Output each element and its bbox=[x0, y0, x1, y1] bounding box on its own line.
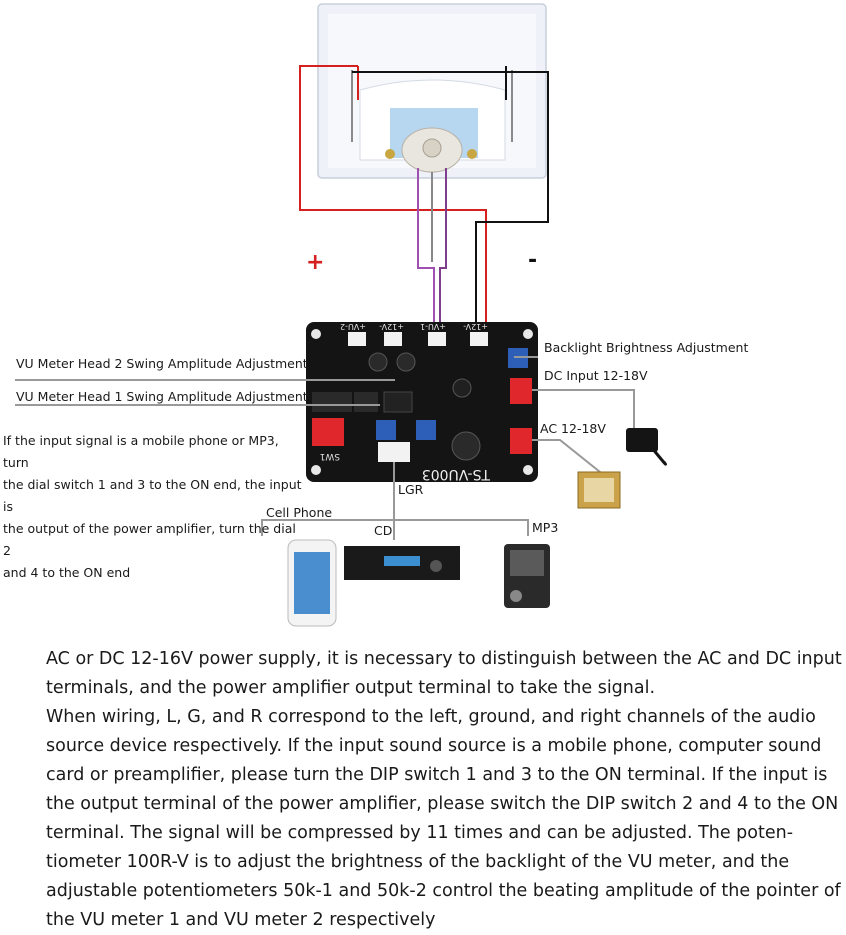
description-paragraph: When wiring, L, G, and R correspond to the left, ground, and right channels of the audio source device respectively. If the input sound source is a mobile phone, computer sound card or preamplifier, please turn the DIP switch 1 and 3 to the ON terminal. If the input is the output terminal of the power amplifier, please switch the DIP switch 2 and 4 to the ON terminal. The signal will be compressed by 11 times and can be adjusted. The poten-tiometer 100R-V is to adjust the brightness of the backlight of the VU meter, and the adjustable potentiometers 50k-1 and 50k-2 control the beating amplitude of the pointer of the VU meter 1 and VU meter 2 respectively bbox=[46, 707, 841, 930]
cd-label: CD bbox=[374, 523, 393, 538]
mp3-player bbox=[504, 544, 550, 608]
note-line: the output of the power amplifier, turn the dial 2 bbox=[3, 521, 296, 558]
dc-adapter bbox=[626, 428, 666, 464]
dc-input-label: DC Input 12-18V bbox=[544, 368, 648, 383]
ac-transformer bbox=[578, 472, 620, 508]
lgr-label: LGR bbox=[398, 482, 424, 497]
ac-input-label: AC 12-18V bbox=[540, 421, 606, 436]
cd-player bbox=[344, 546, 460, 580]
port-label: +VU-2 bbox=[339, 322, 366, 331]
vu-meter bbox=[318, 4, 546, 178]
negative-sign: - bbox=[528, 248, 538, 273]
board-switch-label: SW1 bbox=[319, 451, 340, 461]
mp3-label: MP3 bbox=[532, 520, 559, 535]
port-label: +12V- bbox=[379, 322, 404, 331]
head2-label: VU Meter Head 2 Swing Amplitude Adjustment bbox=[16, 356, 308, 371]
backlight-label: Backlight Brightness Adjustment bbox=[544, 340, 749, 355]
port-label: +VU-1 bbox=[419, 322, 446, 331]
description bbox=[46, 645, 846, 935]
head1-label: VU Meter Head 1 Swing Amplitude Adjustment bbox=[16, 389, 308, 404]
note-line: the dial switch 1 and 3 to the ON end, the input is bbox=[3, 477, 302, 514]
port-label: +12V- bbox=[463, 322, 488, 331]
positive-sign: + bbox=[306, 250, 325, 275]
note-line: and 4 to the ON end bbox=[3, 565, 131, 580]
note-line: If the input signal is a mobile phone or MP3, turn bbox=[3, 433, 279, 470]
signal-wires bbox=[418, 168, 446, 330]
board-model: TS-VU003 bbox=[421, 466, 490, 482]
description-paragraph: AC or DC 12-16V power supply, it is necessary to distinguish between the AC and DC input terminals, and the power amplifier output terminal to take the signal. bbox=[46, 649, 842, 698]
dip-switch-note bbox=[3, 430, 303, 584]
cell-phone-label: Cell Phone bbox=[266, 505, 333, 520]
